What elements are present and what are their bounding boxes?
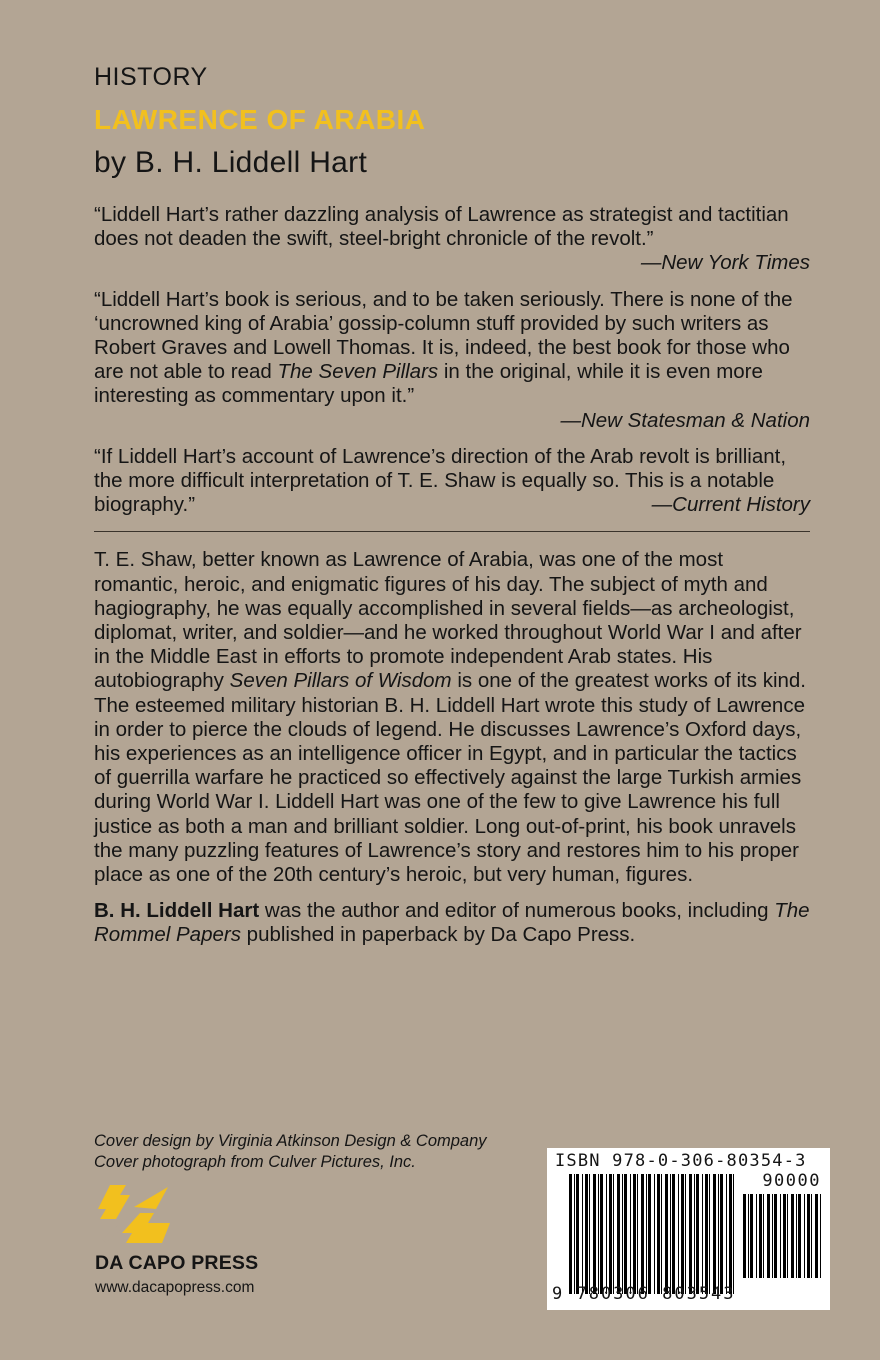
barcode-bar (759, 1194, 762, 1278)
barcode-bar (820, 1194, 821, 1278)
barcode-bar (613, 1174, 614, 1294)
barcode-bar (798, 1194, 801, 1278)
description-italic-title: Seven Pillars of Wisdom (229, 669, 452, 693)
barcode-bar (670, 1174, 671, 1294)
review-quote-3 (94, 445, 810, 518)
description-text: is one of the greatest works of its kind. The esteemed military historian B. H. Liddell Hart wrote this study of Lawrence in order to pierce the clouds of legend. He discusses Lawrence’s Oxford days, his experiences as an intelligence officer in Egypt, and in particular the tactics of guerrilla warfare he practiced so effectively against the large Turkish armies during World War I. Liddell Hart was one of the few to give Lawrence his full justice as both a man and brilliant soldier. Long out-of-print, his book unravels the many puzzling features of Lawrence’s story and restores him to his proper place as one of the 20th century’s heroic, but very human, figures. (94, 669, 806, 887)
barcode-bar (729, 1174, 732, 1294)
barcode-bar (743, 1194, 746, 1278)
barcode-bar (646, 1174, 647, 1294)
barcode-bar (796, 1194, 797, 1278)
divider (94, 531, 810, 532)
author-bio (94, 899, 810, 947)
publisher-name: DA CAPO PRESS (95, 1252, 259, 1274)
barcode-digits: 9 780306 803543 (552, 1284, 736, 1304)
review-quote-2 (94, 288, 810, 433)
barcode-bar (624, 1174, 627, 1294)
barcode-bar (791, 1194, 794, 1278)
barcode-bar (576, 1174, 579, 1294)
barcode-bar (648, 1174, 651, 1294)
barcode-bar (622, 1174, 623, 1294)
barcode-bar (748, 1194, 749, 1278)
author-line: by B. H. Liddell Hart (94, 146, 368, 179)
isbn-barcode (547, 1148, 830, 1310)
barcode-bar (720, 1174, 723, 1294)
barcode-bar (774, 1194, 777, 1278)
barcode-bar (657, 1174, 660, 1294)
barcode-bar (633, 1174, 636, 1294)
barcode-bar (593, 1174, 596, 1294)
barcode-bar (705, 1174, 708, 1294)
barcode-bar (694, 1174, 695, 1294)
barcode-bar (811, 1194, 812, 1278)
barcode-bar (702, 1174, 703, 1294)
isbn-label: ISBN 978-0-306-80354-3 (555, 1151, 807, 1171)
cover-credits (94, 1131, 487, 1173)
cover-photo-credit: Cover photograph from Culver Pictures, Inc. (94, 1153, 416, 1171)
quote-text: in the original, while it is even more interesting as commentary upon it.” (94, 360, 763, 408)
quote-source: —New York Times (640, 251, 810, 275)
barcode-bar (665, 1174, 668, 1294)
quote-text: “If Liddell Hart’s account of Lawrence’s direction of the Arab revolt is brilliant, the more difficult interpretation of T. E. Shaw is equally so. This is a notable biography.” (94, 444, 787, 517)
barcode-bar (718, 1174, 719, 1294)
description-text: T. E. Shaw, better known as Lawrence of Arabia, was one of the most romantic, heroic, and enigmatic figures of his day. The subject of myth and hagiography, he was equally accomplished in several fields—as archeologist, diplomat, writer, and soldier—and he worked throughout World War I and after in the Middle East in efforts to promote independent Arab states. His autobiography (94, 548, 802, 693)
barcode-bar (617, 1174, 620, 1294)
barcode-bar (713, 1174, 716, 1294)
barcode-bar (783, 1194, 786, 1278)
book-title: LAWRENCE OF ARABIA (94, 104, 426, 135)
barcode-bar (763, 1194, 764, 1278)
price-code: 90000 (762, 1171, 821, 1191)
barcode-bar (681, 1174, 684, 1294)
quote-source: —Current History (651, 493, 810, 517)
barcode-bar (600, 1174, 603, 1294)
barcode-bar (807, 1194, 810, 1278)
barcode-bar (574, 1174, 575, 1294)
barcode-bar (569, 1174, 572, 1294)
review-quote-1 (94, 203, 810, 276)
quote-source: —New Statesman & Nation (560, 408, 810, 432)
author-bio-name: B. H. Liddell Hart (94, 899, 260, 923)
barcode-bar (733, 1174, 734, 1294)
barcode-bar (780, 1194, 781, 1278)
barcode-bar (661, 1174, 662, 1294)
author-bio-text: published in paperback by Da Capo Press. (240, 923, 636, 947)
barcode-bar (589, 1174, 590, 1294)
barcode-bar (689, 1174, 692, 1294)
barcode-bar (598, 1174, 599, 1294)
barcode-bar (654, 1174, 655, 1294)
barcode-bar (787, 1194, 788, 1278)
description-paragraph (94, 548, 810, 887)
barcode-bar (585, 1174, 588, 1294)
barcode-bar (804, 1194, 805, 1278)
barcode-bar (606, 1174, 607, 1294)
barcode-bar (709, 1174, 710, 1294)
category-label: HISTORY (94, 63, 208, 91)
quote-text: “Liddell Hart’s rather dazzling analysis of Lawrence as strategist and tactitian does not deaden the swift, steel-bright chronicle of the revolt.” (94, 203, 789, 251)
quote-italic-title: The Seven Pillars (277, 360, 439, 384)
barcode-bar (767, 1194, 770, 1278)
cover-design-credit: Cover design by Virginia Atkinson Design & Company (94, 1132, 487, 1150)
barcode-bar (696, 1174, 699, 1294)
quote-text: “Liddell Hart’s book is serious, and to be taken seriously. There is none of the ‘uncrowned king of Arabia’ gossip-column stuff provided by such writers as Robert Graves and Lowell Thomas. It is, indeed, the best book for those who are not able to read (94, 287, 793, 384)
barcode-bar (750, 1194, 753, 1278)
barcode-bar (756, 1194, 757, 1278)
barcode-bar (815, 1194, 818, 1278)
back-cover-text (94, 203, 810, 960)
barcode-bar (685, 1174, 686, 1294)
da-capo-logo-icon (96, 1183, 172, 1245)
barcode-bar (678, 1174, 679, 1294)
author-bio-italic-title: The Rommel Papers (94, 899, 810, 947)
barcode-bar (672, 1174, 675, 1294)
barcode-bar (772, 1194, 773, 1278)
barcode-bar (582, 1174, 583, 1294)
barcode-bar (630, 1174, 631, 1294)
publisher-website: www.dacapopress.com (95, 1279, 255, 1296)
barcode-bar (609, 1174, 612, 1294)
barcode-bar (637, 1174, 638, 1294)
author-bio-text: was the author and editor of numerous books, including (259, 899, 775, 923)
barcode-bar (641, 1174, 644, 1294)
barcode-bar (726, 1174, 727, 1294)
